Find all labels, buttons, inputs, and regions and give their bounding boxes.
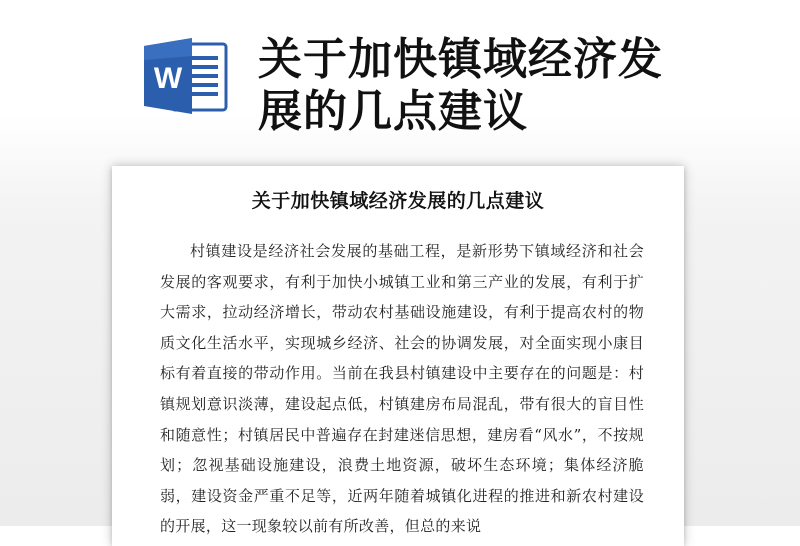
document-page [112, 166, 684, 546]
banner-title: 关于加快镇域经济发展的几点建议 [258, 34, 663, 137]
document-title: 关于加快镇域经济发展的几点建议 [251, 190, 545, 212]
word-icon-letter: W [153, 62, 183, 95]
word-icon [142, 36, 228, 116]
document-paragraph: 村镇建设是经济社会发展的基础工程，是新形势下镇域经济和社会发展的客观要求，有利于加快小城镇工业和第三产业的发展，有利于扩大需求，拉动经济增长，带动农村基础设施建设，有利于提高农村的物质文化生活水平，实现城乡经济、社会的协调发展，对全面实现小康目标有着直接的带动作用。当前在我县村镇建设中主要存在的问题是：村镇规划意识淡薄，建设起点低，村镇建房布局混乱，带有很大的盲目性和随意性；村镇居民中普遍存在封建迷信思想，建房看“风水”，不按规划；忽视基础设施建设，浪费土地资源，破坏生态环境；集体经济脆弱，建设资金严重不足等，近两年随着城镇化进程的推进和新农村建设的开展，这一现象较以前有所改善，但总的来说 [160, 242, 644, 536]
